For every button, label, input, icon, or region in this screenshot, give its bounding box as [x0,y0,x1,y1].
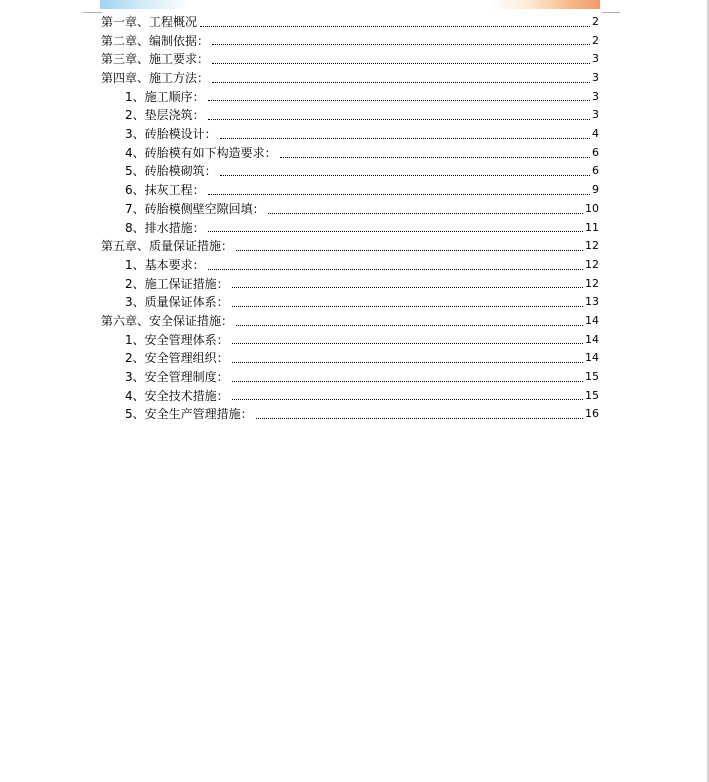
toc-dot-leader [232,287,583,288]
table-of-contents [101,13,599,424]
toc-entry-title: 3、质量保证体系： [125,295,229,310]
toc-entry[interactable] [101,88,599,107]
toc-page-number: 11 [585,220,599,234]
toc-entry[interactable] [101,219,599,238]
toc-entry[interactable] [101,256,599,275]
toc-entry-title: 3、砖胎模设计： [125,127,217,142]
toc-entry-title: 1、基本要求： [125,257,205,272]
toc-page-number: 15 [585,370,599,384]
toc-entry[interactable] [101,368,599,387]
toc-dot-leader [212,82,590,83]
toc-dot-leader [208,231,583,232]
toc-dot-leader [212,63,590,64]
toc-entry-title: 第五章、质量保证措施： [101,239,234,254]
toc-page-number: 14 [585,351,599,365]
toc-entry-title: 5、砖胎模砌筑： [125,164,217,179]
toc-dot-leader [280,157,590,158]
toc-entry[interactable] [101,387,599,406]
toc-entry-title: 第二章、编制依据： [101,33,210,48]
toc-dot-leader [232,343,583,344]
toc-entry-title: 7、砖胎模侧壁空隙回填： [125,201,265,216]
toc-entry-title: 2、施工保证措施： [125,276,229,291]
toc-entry[interactable] [101,293,599,312]
toc-entry-title: 3、安全管理制度： [125,370,229,385]
toc-entry-title: 4、砖胎模有如下构造要求： [125,145,277,160]
toc-dot-leader [256,418,583,419]
toc-entry-title: 1、施工顺序： [125,89,205,104]
toc-entry-title: 2、安全管理组织： [125,351,229,366]
toc-entry[interactable] [101,312,599,331]
header-corner-mark-right [602,12,620,13]
toc-page-number: 13 [585,295,599,309]
toc-dot-leader [208,119,590,120]
toc-dot-leader [232,399,583,400]
toc-page-number: 6 [592,145,599,159]
toc-dot-leader [208,194,590,195]
toc-entry-title: 8、排水措施： [125,220,205,235]
toc-dot-leader [232,306,583,307]
toc-dot-leader [236,325,583,326]
toc-entry-title: 第六章、安全保证措施： [101,313,234,328]
toc-entry[interactable] [101,13,599,32]
toc-dot-leader [208,269,583,270]
header-corner-mark-left [83,12,102,13]
toc-entry[interactable] [101,69,599,88]
toc-entry[interactable] [101,106,599,125]
toc-page-number: 16 [585,407,599,421]
toc-page-number: 3 [592,108,599,122]
toc-page-number: 3 [592,89,599,103]
toc-dot-leader [220,138,590,139]
toc-entry[interactable] [101,405,599,424]
toc-page-number: 6 [592,164,599,178]
toc-entry[interactable] [101,163,599,182]
toc-page-number: 12 [585,257,599,271]
toc-entry[interactable] [101,237,599,256]
toc-page-number: 2 [592,14,599,28]
toc-dot-leader [200,26,590,27]
toc-page-number: 4 [592,127,599,141]
toc-dot-leader [236,250,583,251]
toc-entry[interactable] [101,331,599,350]
toc-page-number: 12 [585,239,599,253]
page-header-decoration [100,0,600,9]
toc-entry-title: 2、垫层浇筑： [125,108,205,123]
toc-dot-leader [208,100,590,101]
toc-entry-title: 1、安全管理体系： [125,332,229,347]
toc-entry[interactable] [101,349,599,368]
toc-page-number: 10 [585,201,599,215]
toc-entry[interactable] [101,125,599,144]
toc-dot-leader [212,44,590,45]
toc-entry[interactable] [101,181,599,200]
toc-dot-leader [232,362,583,363]
toc-entry-title: 4、安全技术措施： [125,388,229,403]
toc-page-number: 14 [585,313,599,327]
toc-entry-title: 第一章、工程概况 [101,14,198,29]
toc-page-number: 9 [592,183,599,197]
toc-dot-leader [268,213,583,214]
toc-entry-title: 5、安全生产管理措施： [125,407,253,422]
toc-page-number: 3 [592,71,599,85]
toc-entry[interactable] [101,275,599,294]
toc-dot-leader [232,381,583,382]
toc-dot-leader [220,175,590,176]
toc-entry[interactable] [101,144,599,163]
toc-entry[interactable] [101,32,599,51]
toc-page-number: 15 [585,388,599,402]
toc-entry[interactable] [101,200,599,219]
toc-page-number: 14 [585,332,599,346]
toc-page-number: 12 [585,276,599,290]
toc-page-number: 3 [592,52,599,66]
toc-entry-title: 6、抹灰工程： [125,183,205,198]
toc-entry[interactable] [101,50,599,69]
toc-entry-title: 第四章、施工方法： [101,71,210,86]
toc-page-number: 2 [592,33,599,47]
toc-entry-title: 第三章、施工要求： [101,52,210,67]
